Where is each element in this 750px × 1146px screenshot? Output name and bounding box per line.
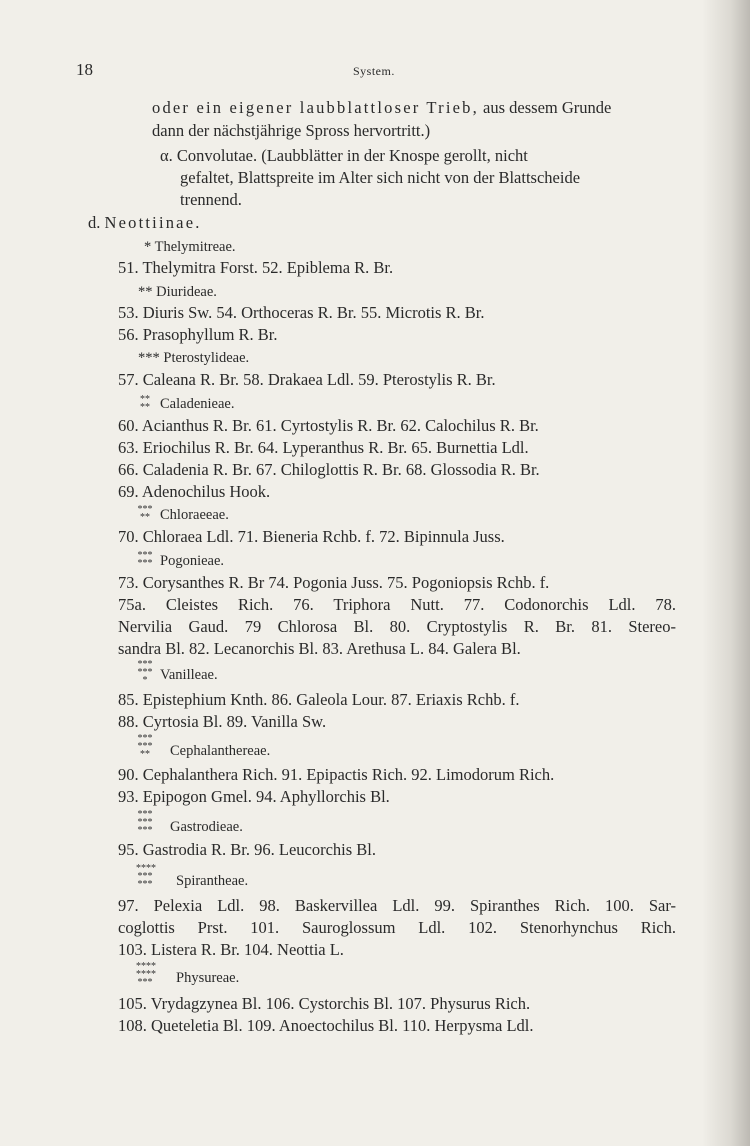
genus-line: 57. Caleana R. Br. 58. Drakaea Ldl. 59. Pterostylis R. Br. [118,370,496,389]
genus-line: Nervilia Gaud. 79 Chlorosa Bl. 80. Cryptostylis R. Br. 81. Stereo- [118,617,676,636]
page-edge-shadow [702,0,750,1146]
intro-line-1b: aus dessem Grunde [483,98,612,117]
group-chloraeeae: Chloraeeae. [160,507,229,523]
genus-line: 93. Epipogon Gmel. 94. Aphyllorchis Bl. [118,787,390,806]
star-mark-physureae: **** **** *** [136,961,156,988]
running-head: System. [353,64,395,78]
star-mark-gastrodieae: *** *** *** [137,809,153,836]
genus-line: 73. Corysanthes R. Br 74. Pogonia Juss. 75. Pogoniopsis Rchb. f. [118,573,550,592]
genus-line: 63. Eriochilus R. Br. 64. Lyperanthus R. Br. 65. Burnettia Ldl. [118,438,529,457]
star-mark-pogonieae: *** *** [137,550,153,569]
convolutae-line-1-text: α. Convolutae. (Laubblätter in der Knospe gerollt, nicht [160,146,528,165]
group-gastrodieae: Gastrodieae. [170,819,243,835]
genus-line: 70. Chloraea Ldl. 71. Bieneria Rchb. f. 72. Bipinnula Juss. [118,527,505,546]
star-mark-caladenieae: ** ** [140,394,150,413]
intro-line-1a: oder ein eigener laubblattloser Trieb, [152,98,479,117]
group-cephalanthereae: Cephalanthereae. [170,743,271,759]
convolutae-line-2: gefaltet, Blattspreite im Alter sich nicht von der Blattscheide [180,168,581,187]
genus-line: 88. Cyrtosia Bl. 89. Vanilla Sw. [118,712,327,731]
genus-line: 85. Epistephium Knth. 86. Galeola Lour. 87. Eriaxis Rchb. f. [118,690,520,709]
star-mark-spirantheae: **** *** *** [136,863,156,890]
genus-line: sandra Bl. 82. Lecanorchis Bl. 83. Arethusa L. 84. Galera Bl. [118,639,521,658]
genus-line: 97. Pelexia Ldl. 98. Baskervillea Ldl. 99. Spiranthes Rich. 100. Sar- [118,896,676,915]
intro-line-1 [152,98,611,118]
page-number: 18 [76,60,93,79]
genus-line: 90. Cephalanthera Rich. 91. Epipactis Rich. 92. Limodorum Rich. [118,765,555,784]
genus-line: 56. Prasophyllum R. Br. [118,325,278,344]
section-heading [88,213,202,233]
group-caladenieae: Caladenieae. [160,396,235,412]
genus-line: 103. Listera R. Br. 104. Neottia L. [118,940,344,959]
star-mark-chloraeeae: *** ** [137,504,153,523]
genus-line: 60. Acianthus R. Br. 61. Cyrtostylis R. Br. 62. Calochilus R. Br. [118,416,539,435]
genus-line: 105. Vrydagzynea Bl. 106. Cystorchis Bl. 107. Physurus Rich. [118,994,531,1013]
section-title: Neottiinae. [104,213,202,232]
group-physureae: Physureae. [176,970,240,986]
intro-line-2: dann der nächstjährige Spross hervortritt.) [152,121,431,140]
star-mark-cephalanthereae: *** *** ** [137,733,153,760]
genus-line: coglottis Prst. 101. Sauroglossum Ldl. 102. Stenorhynchus Rich. [118,918,676,937]
group-diurideae: ** Diurideae. [138,284,217,300]
genus-line: 51. Thelymitra Forst. 52. Epiblema R. Br. [118,258,394,277]
section-letter: d. [88,213,101,232]
genus-line: 66. Caladenia R. Br. 67. Chiloglottis R. Br. 68. Glossodia R. Br. [118,460,540,479]
genus-line: 95. Gastrodia R. Br. 96. Leucorchis Bl. [118,840,377,859]
group-vanilleae: Vanilleae. [160,667,218,683]
genus-line: 53. Diuris Sw. 54. Orthoceras R. Br. 55. Microtis R. Br. [118,303,485,322]
genus-line: 108. Queteletia Bl. 109. Anoectochilus Bl. 110. Herpysma Ldl. [118,1016,534,1035]
convolutae-line-3: trennend. [180,190,242,209]
convolutae-line-1 [160,146,680,166]
genus-line: 69. Adenochilus Hook. [118,482,271,501]
genus-line: 75a. Cleistes Rich. 76. Triphora Nutt. 77. Codonorchis Ldl. 78. [118,595,676,614]
group-thelymitreae: * Thelymitreae. [144,239,236,255]
star-mark-vanilleae: *** *** * [137,659,153,686]
group-pogonieae: Pogonieae. [160,553,225,569]
group-pterostylideae: *** Pterostylideae. [138,350,250,366]
group-spirantheae: Spirantheae. [176,873,249,889]
